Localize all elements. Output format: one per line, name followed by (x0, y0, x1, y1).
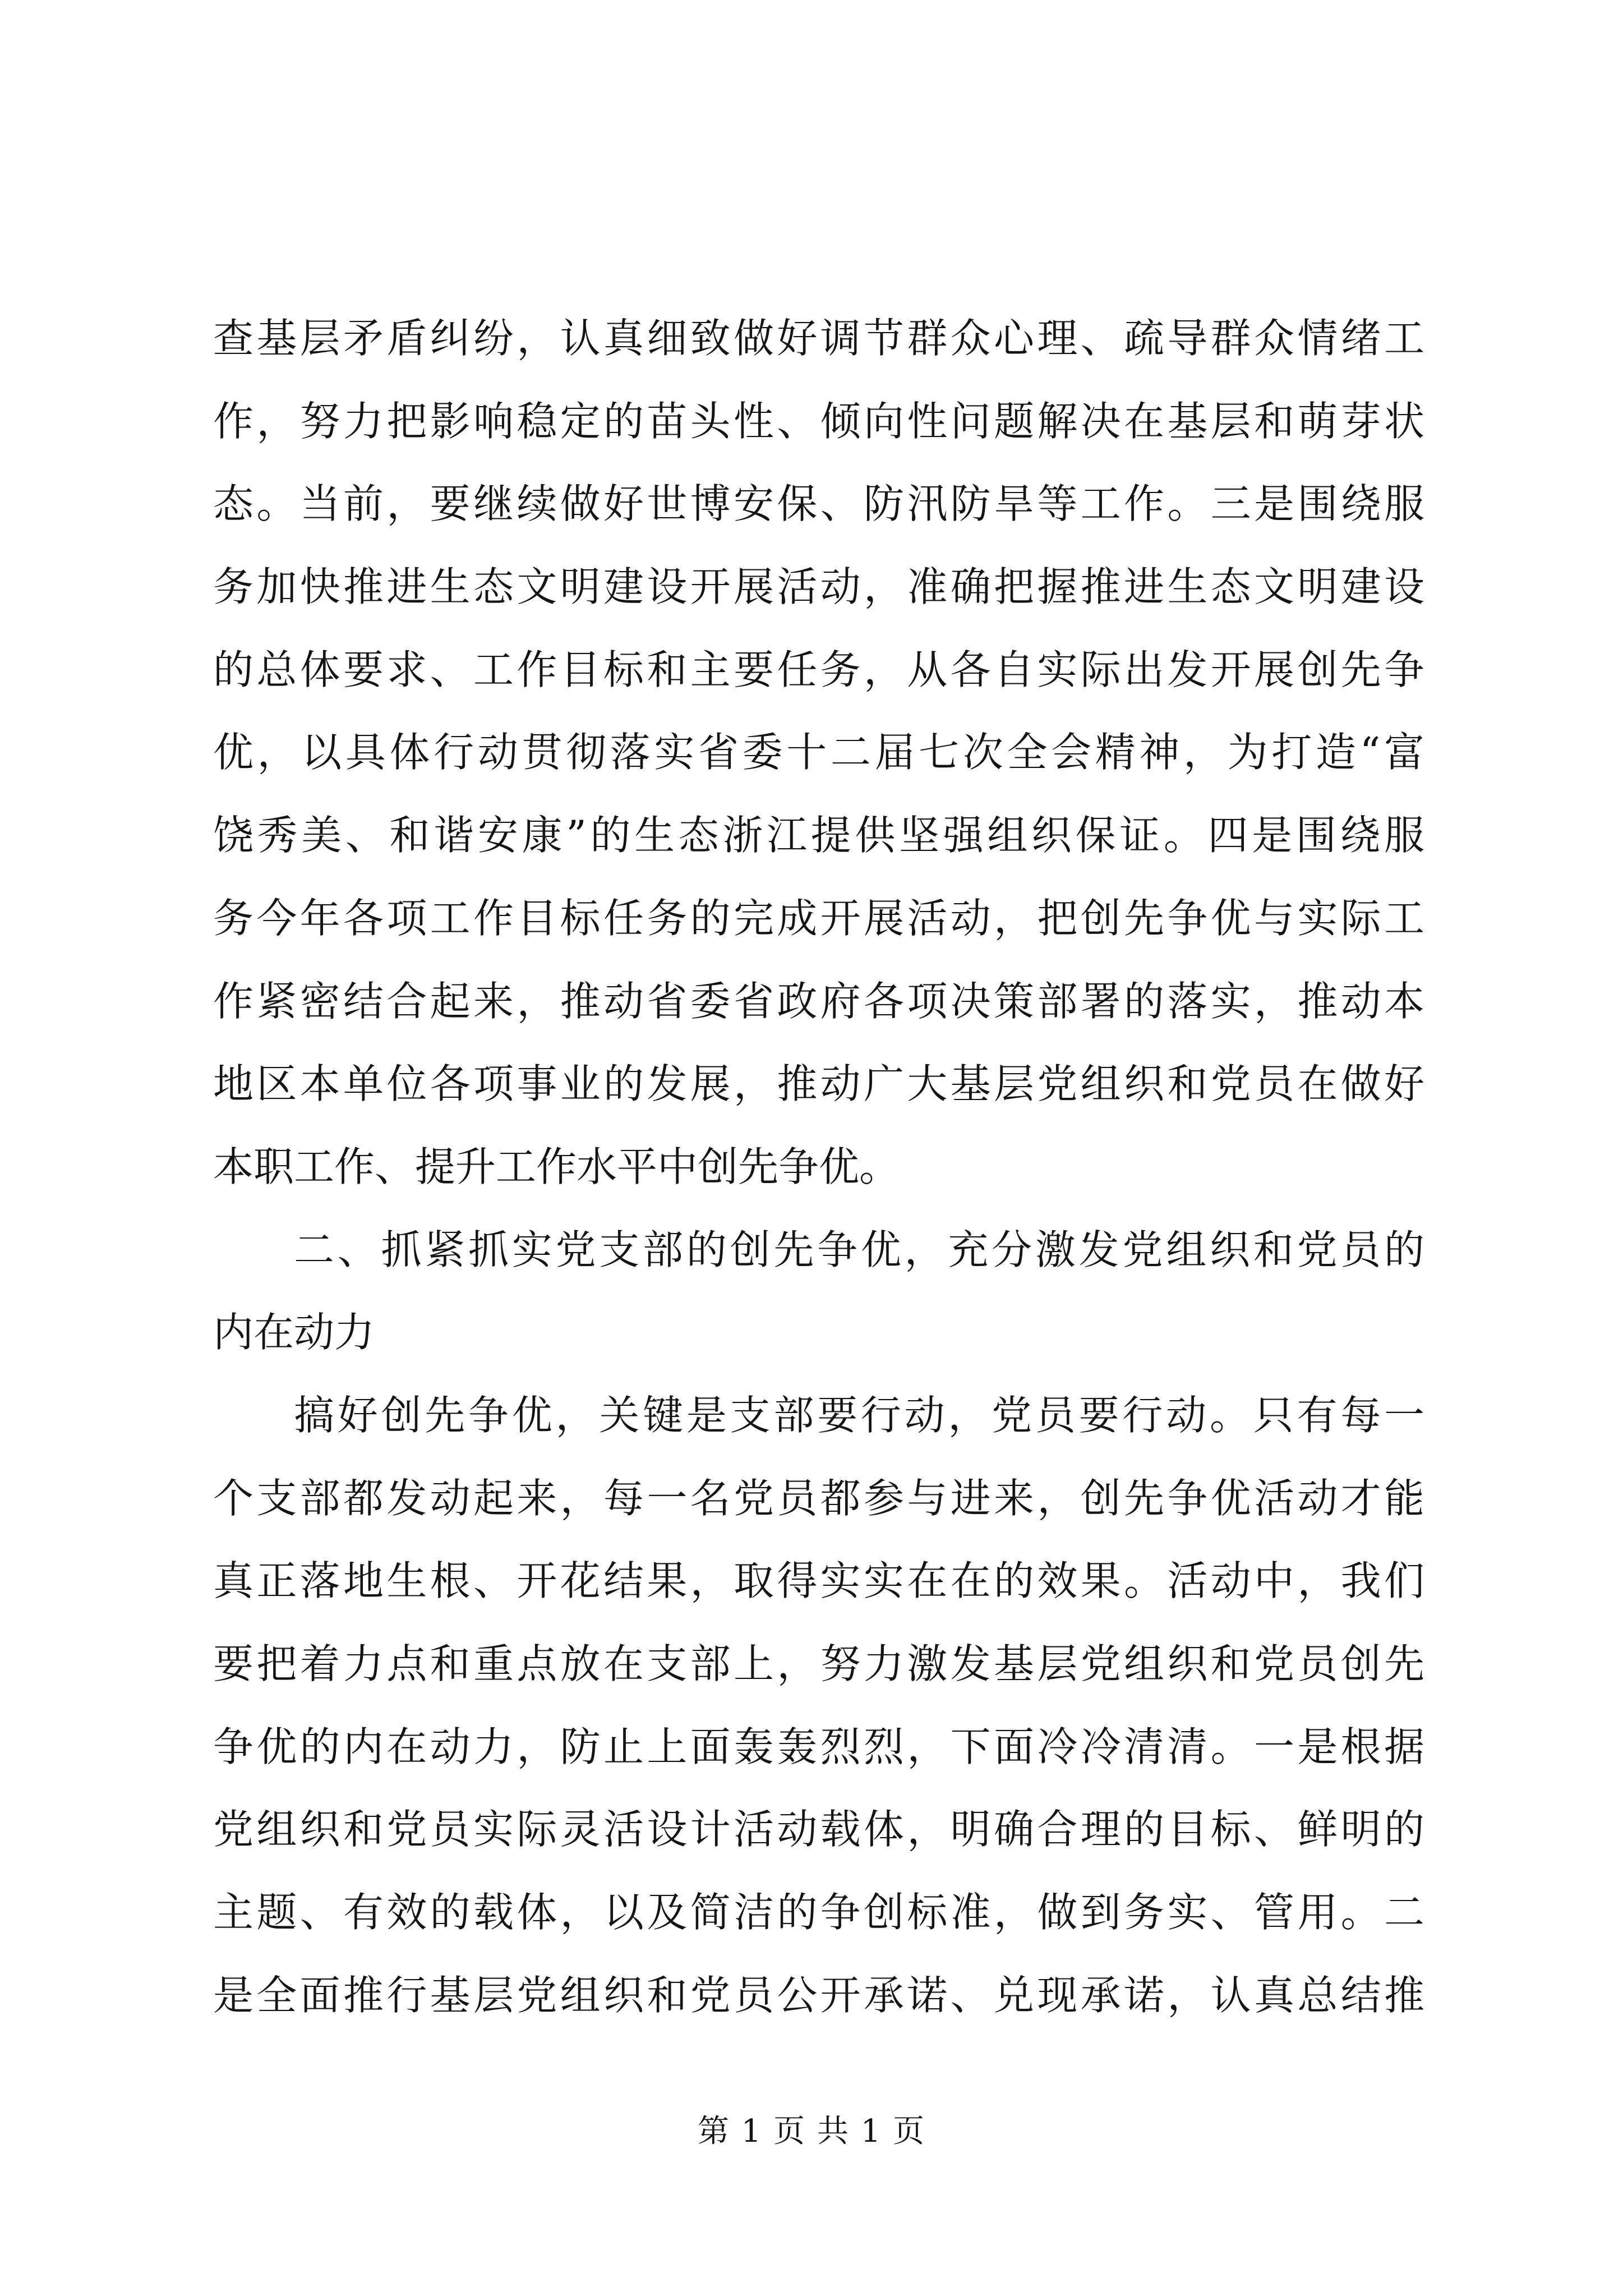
text-line: 饶秀美、和谐安康”的生态浙江提供坚强组织保证。四是围绕服 (213, 812, 1424, 859)
text-line: 个支部都发动起来，每一名党员都参与进来，创先争优活动才能 (213, 1474, 1424, 1522)
text-line: 务加快推进生态文明建设开展活动，准确把握推进生态文明建设 (213, 563, 1424, 611)
text-line: 务今年各项工作目标任务的完成开展活动，把创先争优与实际工 (213, 894, 1424, 942)
text-line: 作，努力把影响稳定的苗头性、倾向性问题解决在基层和萌芽状 (213, 397, 1424, 445)
text-line: 要把着力点和重点放在支部上，努力激发基层党组织和党员创先 (213, 1640, 1424, 1687)
text-line: 争优的内在动力，防止上面轰轰烈烈，下面冷冷清清。一是根据 (213, 1723, 1424, 1770)
text-line: 党组织和党员实际灵活设计活动载体，明确合理的目标、鲜明的 (213, 1806, 1424, 1853)
text-line: 主题、有效的载体，以及简洁的争创标准，做到务实、管用。二 (213, 1889, 1424, 1936)
document-body (213, 297, 1424, 2037)
text-line: 的总体要求、工作目标和主要任务，从各自实际出发开展创先争 (213, 646, 1424, 693)
text-line: 优，以具体行动贯彻落实省委十二届七次全会精神，为打造“富 (213, 729, 1424, 776)
text-line: 是全面推行基层党组织和党员公开承诺、兑现承诺，认真总结推 (213, 1971, 1424, 2019)
text-line: 态。当前，要继续做好世博安保、防汛防旱等工作。三是围绕服 (213, 480, 1424, 528)
text-line: 查基层矛盾纠纷，认真细致做好调节群众心理、疏导群众情绪工 (213, 315, 1424, 362)
page-number-footer: 第 1 页 共 1 页 (697, 2113, 926, 2150)
section-heading-end-line: 内在动力 (213, 1309, 375, 1356)
text-line: 作紧密结合起来，推动省委省政府各项决策部署的落实，推动本 (213, 977, 1424, 1025)
paragraph-start-line: 搞好创先争优，关键是支部要行动，党员要行动。只有每一 (294, 1391, 1424, 1439)
paragraph-end-line: 本职工作、提升工作水平中创先争优。 (213, 1143, 900, 1190)
text-line: 真正落地生根、开花结果，取得实实在在的效果。活动中，我们 (213, 1557, 1424, 1605)
section-heading-line: 二、抓紧抓实党支部的创先争优，充分激发党组织和党员的 (294, 1226, 1424, 1273)
text-line: 地区本单位各项事业的发展，推动广大基层党组织和党员在做好 (213, 1060, 1424, 1108)
